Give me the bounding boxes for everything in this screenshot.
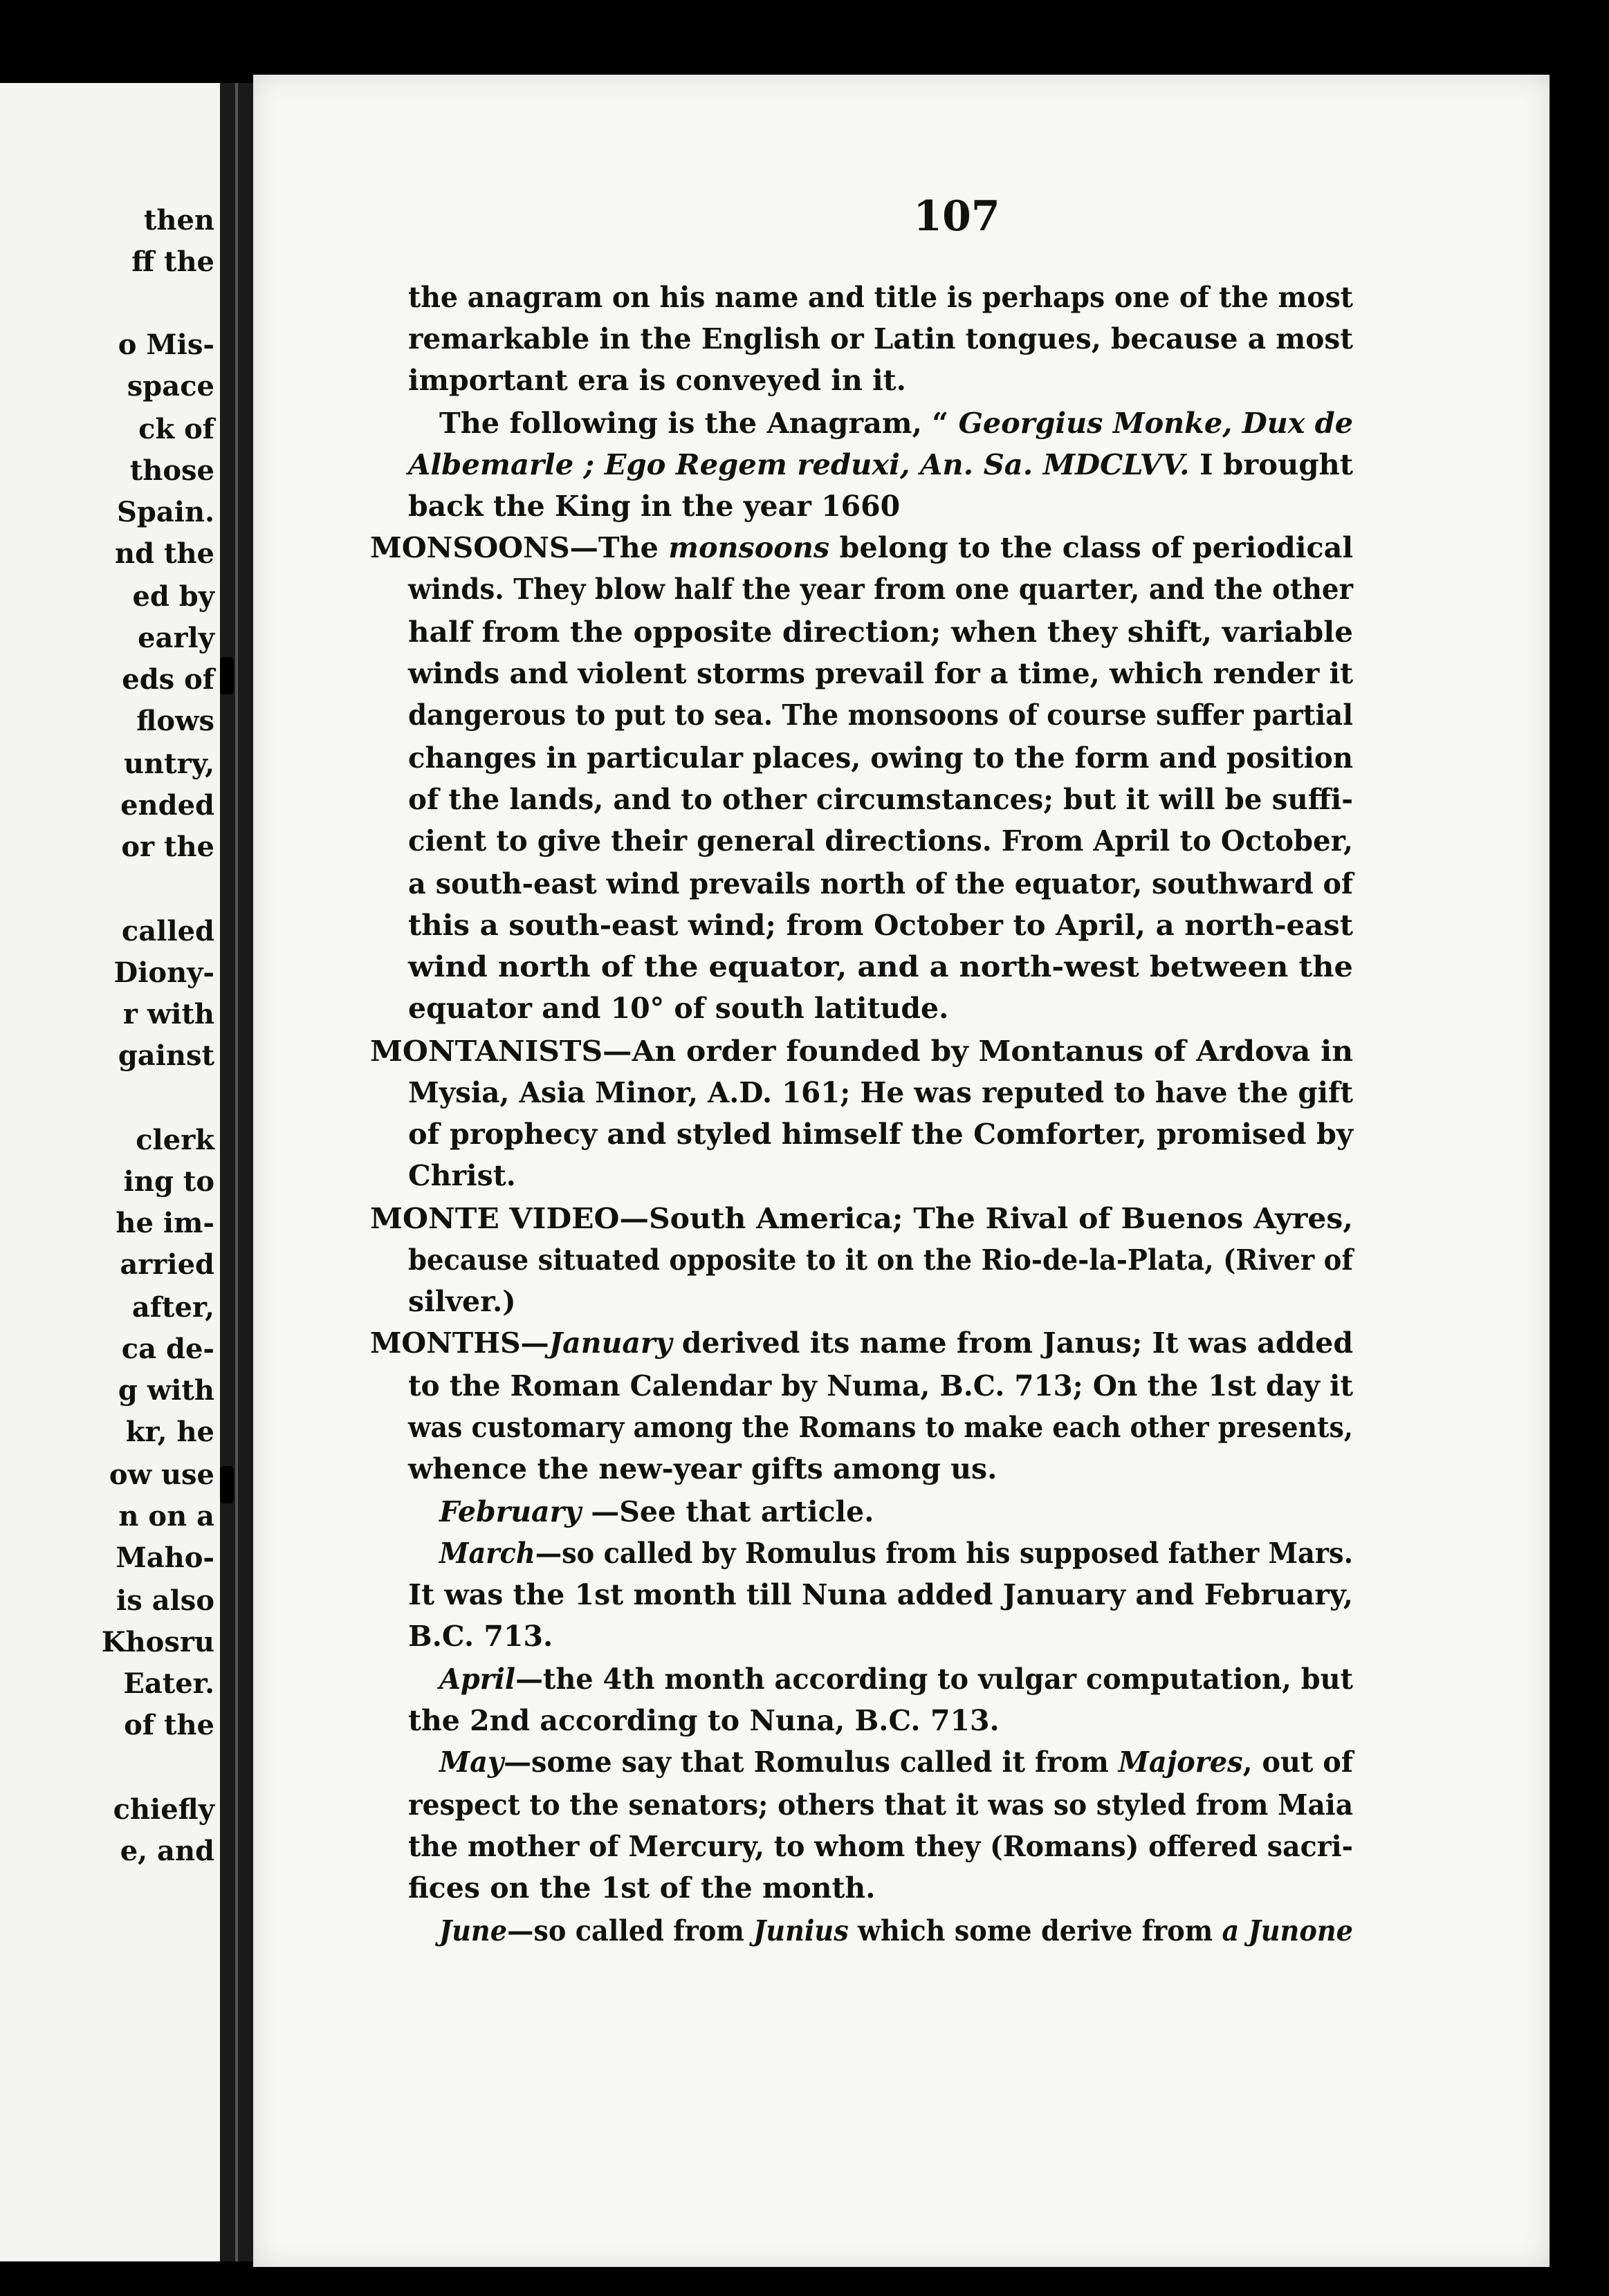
body-line [408, 1369, 1354, 1402]
text-segment: Christ. [408, 1159, 516, 1192]
left-page-line: arried [120, 1248, 214, 1281]
left-page-line: kr, he [125, 1416, 214, 1448]
left-page-line: after, [131, 1291, 214, 1324]
italic-text: April [439, 1663, 516, 1696]
body-line [408, 1788, 1354, 1822]
left-page-line: eds of [122, 663, 214, 696]
body-line [408, 950, 1353, 983]
body-line [439, 1495, 874, 1528]
italic-text: Junius [753, 1914, 849, 1947]
italic-text: February [439, 1495, 582, 1528]
left-page-line: ff the [131, 246, 214, 278]
text-segment: the mother of Mercury, to whom they (Romans) offered sacri- [408, 1830, 1354, 1863]
body-line [439, 1914, 1354, 1947]
text-segment: to the Roman Calendar by Numa, B.C. 713; On the 1st day it [408, 1369, 1354, 1402]
text-segment: —the 4th month according to vulgar computation, but [515, 1663, 1354, 1696]
text-segment: remarkable in the English or Latin tongues, because a most [408, 322, 1353, 355]
text-segment: half from the opposite direction; when they shift, variable [408, 615, 1354, 649]
body-line [408, 867, 1354, 900]
binding-mark [220, 1466, 234, 1503]
body-line [408, 1411, 1353, 1444]
text-segment: —See that article. [581, 1495, 874, 1528]
left-page-line: he im- [116, 1207, 214, 1239]
body-line [370, 1037, 1353, 1066]
text-segment: Mysia, Asia Minor, A.D. 161; He was reputed to have the gift [408, 1076, 1353, 1109]
left-page-line: r with [122, 998, 214, 1030]
body-line [408, 657, 1354, 690]
text-segment: whence the new-year gifts among us. [408, 1452, 997, 1485]
text-segment: MONTHS— [370, 1326, 549, 1360]
italic-text: a Junone [1222, 1914, 1354, 1947]
left-page-line: Khosru [101, 1626, 214, 1658]
body-line [408, 1076, 1353, 1109]
italic-text: March [439, 1537, 535, 1570]
text-segment: was customary among the Romans to make each other presents, [408, 1411, 1353, 1444]
text-segment: derived its name from Janus; It was added [672, 1326, 1354, 1360]
text-segment: equator and 10° of south latitude. [408, 992, 949, 1025]
text-segment: winds. They blow half the year from one quarter, and the other [408, 573, 1354, 606]
text-segment: because situated opposite to it on the Rio-de-la-Plata, (River of [408, 1243, 1353, 1277]
left-page-line: g with [118, 1374, 214, 1407]
body-line [408, 575, 1353, 604]
main-page [253, 75, 1550, 2267]
body-line [408, 322, 1353, 355]
body-line [408, 698, 1353, 732]
left-page-line: n on a [118, 1500, 214, 1533]
italic-text: monsoons [668, 531, 830, 564]
binding-mark [220, 657, 234, 694]
text-segment: cient to give their general directions. From April to October, [408, 824, 1353, 858]
left-page-line: chiefly [113, 1793, 214, 1826]
left-page-line: of the [124, 1709, 214, 1741]
book-gutter [220, 83, 253, 2261]
text-segment: respect to the senators; others that it was so styled from Maia [408, 1788, 1354, 1822]
body-line [408, 994, 948, 1023]
text-segment: belong to the class of periodical [829, 531, 1354, 564]
italic-text: June [439, 1914, 508, 1947]
italic-text: Georgius Monke, Dux de [958, 407, 1353, 440]
body-line [408, 783, 1354, 816]
text-segment: the anagram on his name and title is perhaps one of the most [408, 281, 1354, 314]
text-segment: MONTANISTS—An order founded by Montanus of Ardova in [370, 1035, 1354, 1068]
left-page-line: e, and [120, 1835, 214, 1867]
body-line [408, 824, 1353, 858]
body-line [408, 1622, 553, 1651]
left-page-line: called [121, 915, 214, 947]
left-page-line: Spain. [117, 496, 214, 528]
body-line [408, 911, 1353, 940]
gutter-line [235, 83, 238, 2261]
body-line [439, 1539, 1353, 1568]
body-line [408, 448, 1354, 481]
left-page-line: is also [116, 1584, 214, 1617]
text-segment: —so called by Romulus from his supposed father Mars. [535, 1537, 1353, 1570]
left-page-line: ed by [132, 580, 214, 613]
left-page-line: clerk [136, 1124, 214, 1156]
page-number: 107 [913, 192, 1000, 241]
text-segment: The following is the Anagram, “ [439, 407, 959, 440]
text-segment: I brought [1189, 448, 1354, 481]
text-segment: changes in particular places, owing to the form and position [408, 741, 1354, 775]
text-segment: of prophecy and styled himself the Comforter, promised by [408, 1118, 1354, 1151]
body-line [370, 1202, 1354, 1235]
text-segment: —some say that Romulus called it from [504, 1746, 1119, 1779]
left-page-line: space [127, 370, 214, 402]
left-page-line: untry, [123, 748, 214, 780]
text-segment: , out of [1242, 1746, 1354, 1779]
text-segment: B.C. 713. [408, 1620, 553, 1653]
body-line [408, 1285, 516, 1318]
italic-text: Majores [1118, 1746, 1243, 1779]
left-page-line: ck of [138, 413, 214, 445]
body-line [408, 1452, 997, 1485]
italic-text: January [549, 1326, 672, 1360]
left-page-line: Diony- [113, 956, 214, 989]
text-segment: winds and violent storms prevail for a time, which render it [408, 657, 1354, 690]
left-page-line: Maho- [116, 1542, 214, 1574]
body-line [408, 281, 1354, 314]
left-page-line: o Mis- [118, 328, 214, 361]
body-line [439, 1665, 1353, 1694]
text-segment: It was the 1st month till Nuna added January and February, [408, 1578, 1354, 1611]
text-segment: MONSOONS—The [370, 531, 669, 564]
text-segment: which some derive from [848, 1914, 1222, 1947]
left-page-line: ca de- [121, 1333, 214, 1365]
body-line [439, 1748, 1353, 1777]
left-page-line: ing to [123, 1165, 214, 1198]
body-line [408, 1243, 1353, 1277]
text-segment: of the lands, and to other circumstances; but it will be suffi- [408, 783, 1354, 816]
left-page-line: ended [120, 789, 214, 822]
text-segment: silver.) [408, 1285, 516, 1318]
body-line [408, 1159, 516, 1192]
left-page-line: ow use [109, 1459, 214, 1491]
left-page-fragment [0, 83, 220, 2261]
body-line [408, 1704, 1000, 1737]
text-segment: a south-east wind prevails north of the equator, southward of [408, 867, 1354, 900]
text-segment: the 2nd according to Nuna, B.C. 713. [408, 1704, 1000, 1737]
body-line [439, 409, 1353, 438]
left-page-line: flows [136, 705, 214, 737]
body-line [408, 615, 1354, 649]
left-page-line: nd the [115, 537, 214, 570]
text-segment: —so called from [507, 1914, 754, 1947]
left-page-line: those [129, 454, 214, 487]
body-line [408, 1578, 1354, 1611]
left-page-line: or the [121, 831, 214, 863]
body-line [408, 492, 900, 521]
left-page-line: then [143, 204, 214, 237]
body-line [408, 1120, 1353, 1149]
left-page-line: Eater. [123, 1667, 214, 1700]
body-line [408, 364, 906, 397]
text-segment: fices on the 1st of the month. [408, 1871, 876, 1905]
text-segment: back the King in the year 1660 [408, 490, 901, 523]
body-line [408, 1830, 1354, 1863]
text-segment: wind north of the equator, and a north-west between the [408, 950, 1353, 983]
text-segment: dangerous to put to sea. The monsoons of course suffer partial [408, 698, 1353, 732]
text-segment: MONTE VIDEO—South America; The Rival of Buenos Ayres, [370, 1202, 1354, 1235]
italic-text: Albemarle ; Ego Regem reduxi, An. Sa. MDCLVV. [408, 448, 1190, 481]
body-line [408, 1871, 876, 1905]
body-line [408, 741, 1354, 775]
text-segment: important era is conveyed in it. [408, 364, 906, 397]
italic-text: May [439, 1746, 504, 1779]
left-page-line: early [138, 622, 214, 654]
text-segment: this a south-east wind; from October to April, a north-east [408, 909, 1354, 942]
body-line [370, 531, 1354, 564]
body-line [370, 1326, 1354, 1360]
left-page-line: gainst [118, 1039, 214, 1072]
